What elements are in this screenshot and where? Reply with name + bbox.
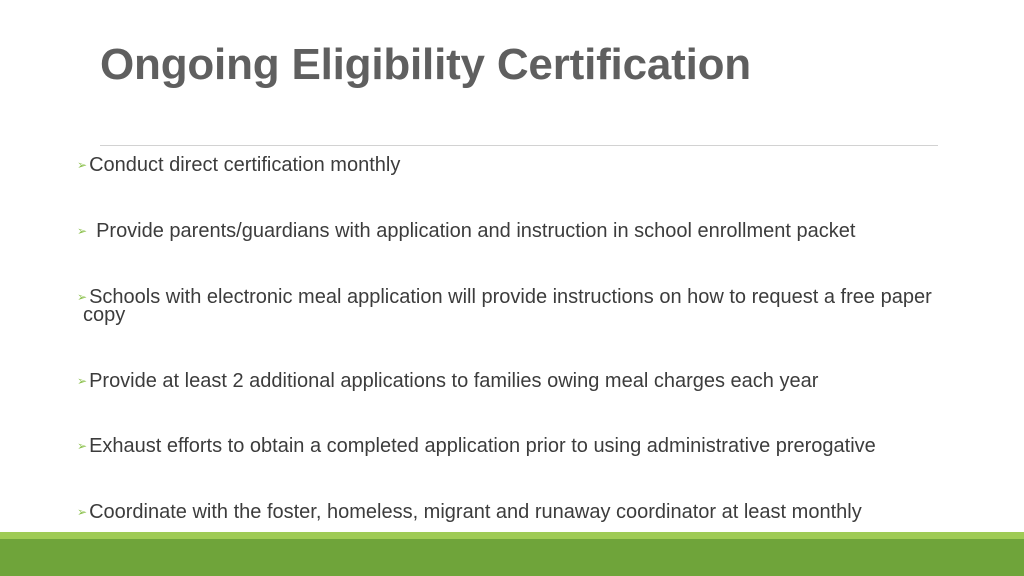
arrowhead-bullet-icon: ➢	[77, 505, 88, 519]
bullet-text-continuation: copy	[83, 304, 126, 326]
slide-title: Ongoing Eligibility Certification	[100, 40, 751, 89]
footer-band-dark	[0, 539, 1024, 576]
bullet-item	[77, 372, 1002, 390]
bullet-item	[77, 222, 1002, 240]
bullet-text: Provide parents/guardians with application and instruction in school enrollment packet	[96, 220, 856, 242]
title-divider	[100, 145, 938, 146]
footer-band-light	[0, 532, 1024, 539]
arrowhead-bullet-icon: ➢	[77, 439, 88, 453]
bullet-text: Exhaust efforts to obtain a completed application prior to using administrative prerogative	[89, 435, 876, 457]
bullet-item	[77, 288, 1002, 324]
bullet-text: Provide at least 2 additional applications to families owing meal charges each year	[89, 370, 819, 392]
arrowhead-bullet-icon: ➢	[77, 158, 88, 172]
bullet-item	[77, 437, 1002, 455]
bullet-text: Schools with electronic meal application will provide instructions on how to request a free paper	[89, 286, 932, 308]
bullet-text: Conduct direct certification monthly	[89, 154, 401, 176]
arrowhead-bullet-icon: ➢	[77, 290, 88, 304]
bullet-text: Coordinate with the foster, homeless, migrant and runaway coordinator at least monthly	[89, 501, 862, 523]
arrowhead-bullet-icon: ➢	[77, 224, 88, 238]
bullet-item	[77, 503, 1002, 521]
arrowhead-bullet-icon: ➢	[77, 374, 88, 388]
bullet-item	[77, 156, 1002, 174]
